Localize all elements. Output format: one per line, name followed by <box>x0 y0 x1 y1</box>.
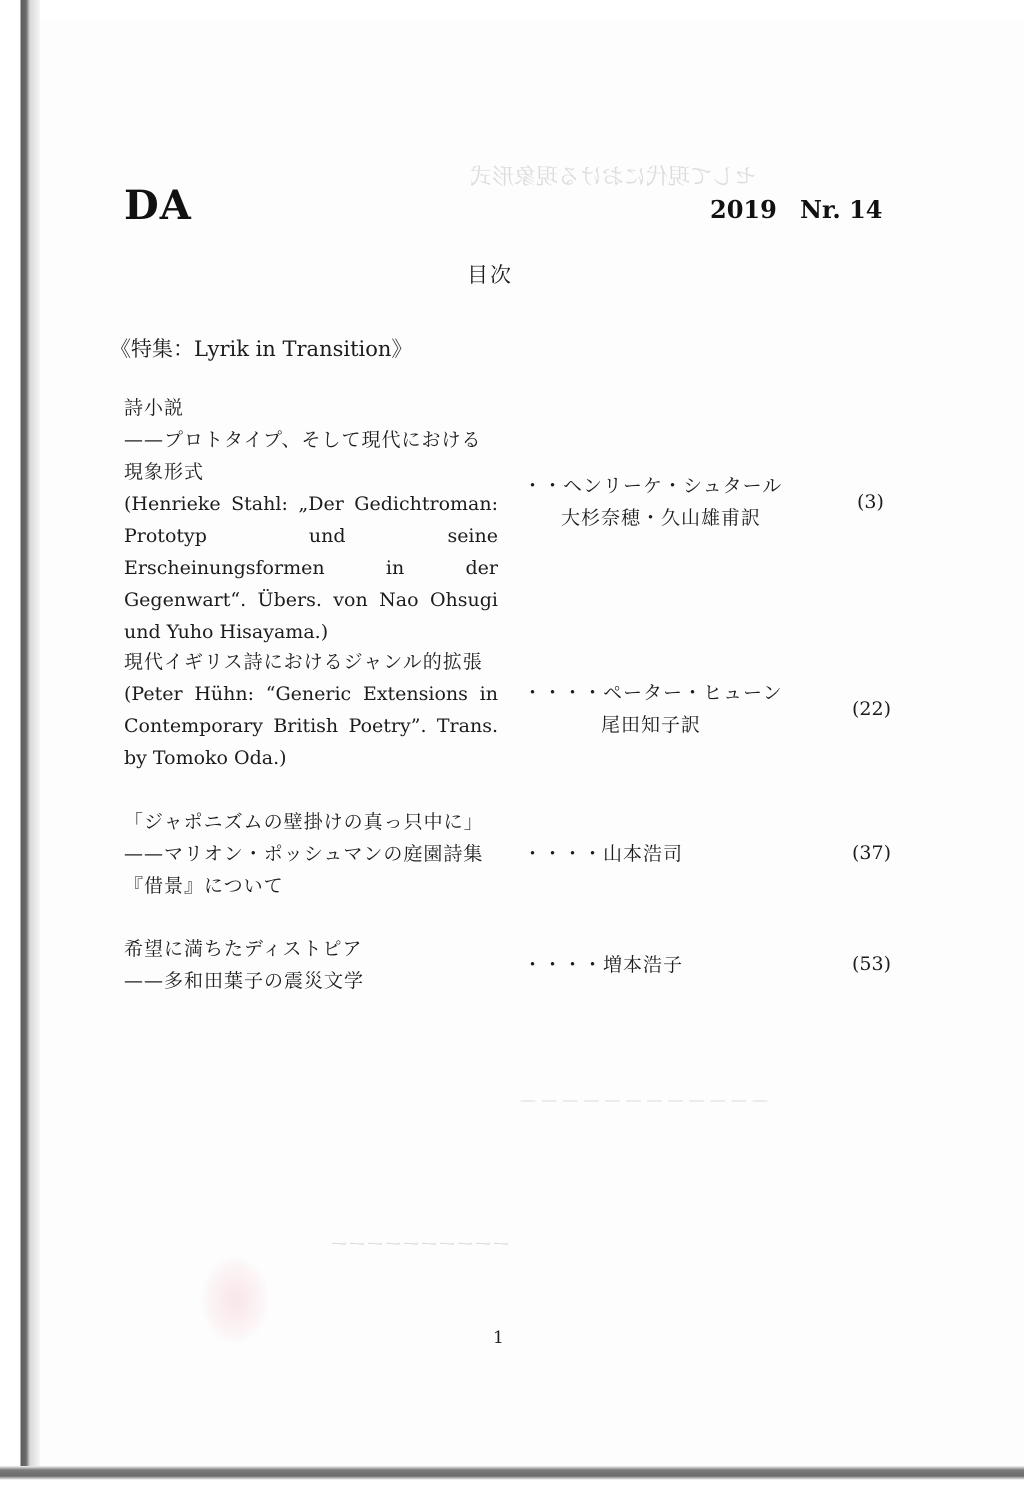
entry-title-line: 現象形式 <box>124 461 205 483</box>
author-line: ・・・・山本浩司 <box>523 843 684 865</box>
journal-name: DA <box>124 182 192 229</box>
entry-title-line: 「ジャポニズムの壁掛けの真っ只中に」 <box>124 811 484 833</box>
toc-heading: 目次 <box>467 263 513 287</box>
entry-title-line: 『借景』について <box>124 875 284 897</box>
entry-page-number: (53) <box>852 953 892 975</box>
faint-red-stamp-mark <box>200 1255 270 1345</box>
translator-line: 大杉奈穂・久山雄甫訳 <box>561 507 762 529</box>
toc-entry-title <box>124 646 498 774</box>
show-through-text: ーーーーーーーーーー <box>330 1234 510 1255</box>
entry-title-line: 現代イギリス詩におけるジャンル的拡張 <box>124 651 483 673</box>
entry-page-number: (3) <box>857 491 884 513</box>
entry-page-number: (37) <box>852 842 892 864</box>
author-line: ・・・・増本浩子 <box>523 954 684 976</box>
special-section-title: 《特集：Lyrik in Transition》 <box>110 337 413 361</box>
scan-border-bottom <box>0 1466 1024 1498</box>
scan-border-left <box>0 0 40 1498</box>
publication-year: 2019 <box>710 195 777 224</box>
entry-original-reference: (Henrieke Stahl: „Der Gedichtroman: Prototyp und seine Erscheinungsformen in der Gegenwart“. Übers. von Nao Ohsugi und Yuho Hisayama.) <box>124 493 498 643</box>
entry-title-line: 希望に満ちたディストピア <box>124 938 363 960</box>
entry-author <box>523 470 823 534</box>
entry-title-line: ——マリオン・ポッシュマンの庭園詩集 <box>124 843 484 865</box>
author-line: ・・ヘンリーケ・シュタール <box>523 475 783 497</box>
page-folio: 1 <box>493 1328 504 1348</box>
entry-author <box>523 838 823 870</box>
issue-number: Nr. 14 <box>800 195 883 224</box>
toc-entry-title <box>124 392 498 648</box>
toc-entry-title <box>124 806 498 902</box>
translator-line: 尾田知子訳 <box>601 714 702 736</box>
entry-author <box>523 949 823 981</box>
entry-original-reference: (Peter Hühn: “Generic Extensions in Contemporary British Poetry”. Trans. by Tomoko Oda.) <box>124 683 498 769</box>
author-line: ・・・・ペーター・ヒューン <box>523 682 783 704</box>
entry-author <box>523 677 823 741</box>
entry-title-line: ——プロトタイプ、そして現代における <box>124 429 482 451</box>
toc-entry-title <box>124 933 498 997</box>
entry-page-number: (22) <box>852 698 892 720</box>
entry-title-line: ——多和田葉子の震災文学 <box>124 970 365 992</box>
show-through-text: セして現代における現象形式 <box>470 165 757 190</box>
show-through-text: — — — — — — — — — — — — <box>520 1090 768 1109</box>
entry-title-line: 詩小説 <box>124 397 185 419</box>
